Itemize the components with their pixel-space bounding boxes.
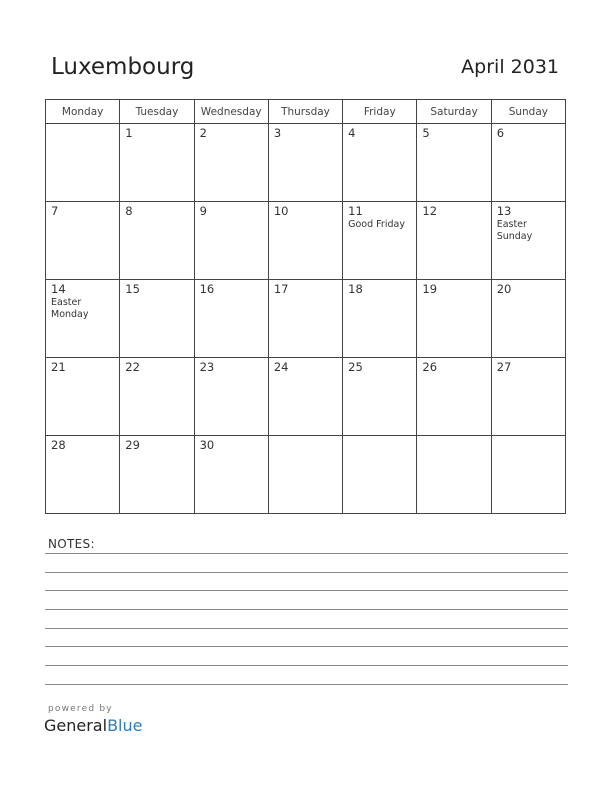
day-number: 23 <box>199 360 215 374</box>
day-number: 30 <box>199 438 215 452</box>
day-cell <box>343 358 417 436</box>
weekday-header: Sunday <box>491 100 565 124</box>
day-cell <box>491 124 565 202</box>
day-cell-content <box>492 358 565 431</box>
weekday-header: Friday <box>343 100 417 124</box>
day-cell <box>268 202 342 280</box>
day-cell <box>194 202 268 280</box>
day-number: 24 <box>273 360 289 374</box>
calendar-grid <box>45 99 566 514</box>
day-number: 17 <box>273 282 289 296</box>
day-cell <box>120 436 194 514</box>
day-number: 1 <box>125 126 133 140</box>
note-line <box>45 553 568 554</box>
day-cell-content <box>343 358 416 431</box>
day-cell <box>491 436 565 514</box>
day-number: 27 <box>496 360 512 374</box>
note-line <box>45 684 568 685</box>
day-cell <box>343 280 417 358</box>
weekday-header: Thursday <box>268 100 342 124</box>
weekday-header: Saturday <box>417 100 491 124</box>
day-cell-content <box>120 436 193 509</box>
day-cell-content <box>195 280 268 353</box>
day-cell <box>343 124 417 202</box>
day-cell-content <box>343 436 416 509</box>
day-cell <box>268 124 342 202</box>
note-line <box>45 572 568 573</box>
day-cell <box>46 358 120 436</box>
week-row <box>46 202 566 280</box>
day-cell-content <box>269 436 342 509</box>
day-number: 4 <box>348 126 356 140</box>
day-cell-content <box>492 124 565 197</box>
page-title: Luxembourg <box>51 54 195 80</box>
holiday-label: Easter Monday <box>51 297 89 320</box>
day-cell-content <box>195 202 268 275</box>
day-cell-content <box>120 358 193 431</box>
week-row <box>46 280 566 358</box>
day-cell <box>120 358 194 436</box>
day-number: 3 <box>273 126 282 140</box>
day-cell <box>268 436 342 514</box>
day-cell-content <box>195 124 268 197</box>
day-cell-content <box>417 358 490 431</box>
day-number: 2 <box>199 126 207 140</box>
note-line <box>45 590 568 591</box>
day-number: 15 <box>125 282 140 296</box>
holiday-label: Easter Sunday <box>496 219 533 242</box>
day-cell <box>491 202 565 280</box>
day-cell-content <box>492 202 565 275</box>
day-number: 11 <box>348 204 363 218</box>
day-cell-content <box>46 436 119 509</box>
day-cell-content <box>46 202 119 275</box>
day-cell-content <box>195 436 268 509</box>
day-number: 19 <box>422 282 438 296</box>
day-cell <box>194 358 268 436</box>
day-cell <box>120 280 194 358</box>
day-number: 7 <box>51 204 59 218</box>
day-cell-content <box>343 202 416 275</box>
day-cell <box>120 202 194 280</box>
day-cell <box>194 124 268 202</box>
note-line <box>45 628 568 629</box>
day-cell <box>417 202 491 280</box>
weekday-header-row <box>46 100 566 124</box>
weekday-header: Monday <box>46 100 120 124</box>
day-cell <box>46 124 120 202</box>
day-cell-content <box>417 124 490 197</box>
day-number: 5 <box>422 126 430 140</box>
day-cell-content <box>269 280 342 353</box>
day-cell <box>46 436 120 514</box>
day-cell <box>268 358 342 436</box>
day-cell-content <box>269 124 342 197</box>
day-cell <box>417 436 491 514</box>
day-number: 26 <box>422 360 438 374</box>
day-number: 20 <box>496 282 512 296</box>
brand-logo-blue: Blue <box>107 716 143 735</box>
note-line <box>45 609 568 610</box>
week-row <box>46 124 566 202</box>
day-cell <box>343 202 417 280</box>
holiday-label: Good Friday <box>348 219 405 230</box>
day-cell-content <box>46 124 119 197</box>
day-cell-content <box>120 124 193 197</box>
day-cell-content <box>343 280 416 353</box>
brand-logo-general: General <box>44 716 108 735</box>
week-row <box>46 436 566 514</box>
day-cell <box>417 358 491 436</box>
day-cell-content <box>343 124 416 197</box>
day-cell <box>268 280 342 358</box>
day-cell-content <box>195 358 268 431</box>
brand-logo <box>44 716 142 735</box>
week-row <box>46 358 566 436</box>
day-cell-content <box>417 436 490 509</box>
day-cell <box>343 436 417 514</box>
day-number: 21 <box>51 360 66 374</box>
day-cell-content <box>492 436 565 509</box>
day-number: 22 <box>125 360 140 374</box>
note-line <box>45 665 568 666</box>
day-cell <box>417 124 491 202</box>
day-cell-content <box>46 280 119 353</box>
day-cell-content <box>46 358 119 431</box>
day-number: 13 <box>496 204 512 218</box>
day-cell <box>120 124 194 202</box>
month-year-label: April 2031 <box>461 56 559 78</box>
day-number: 12 <box>422 204 438 218</box>
day-cell <box>491 280 565 358</box>
day-number: 25 <box>348 360 363 374</box>
day-cell-content <box>269 202 342 275</box>
day-cell-content <box>269 358 342 431</box>
day-number: 18 <box>348 282 363 296</box>
day-number: 8 <box>125 204 133 218</box>
day-cell <box>417 280 491 358</box>
day-cell-content <box>120 202 193 275</box>
day-number: 14 <box>51 282 66 296</box>
day-number: 6 <box>496 126 505 140</box>
day-number: 10 <box>273 204 289 218</box>
day-number: 28 <box>51 438 66 452</box>
notes-label: NOTES: <box>48 537 95 551</box>
day-cell-content <box>492 280 565 353</box>
note-line <box>45 646 568 647</box>
weekday-header: Wednesday <box>194 100 268 124</box>
day-number: 16 <box>199 282 215 296</box>
day-cell <box>491 358 565 436</box>
day-cell <box>194 280 268 358</box>
weekday-header: Tuesday <box>120 100 194 124</box>
day-cell <box>46 280 120 358</box>
day-cell <box>46 202 120 280</box>
day-cell <box>194 436 268 514</box>
powered-by-text: powered by <box>48 704 113 714</box>
day-cell-content <box>417 280 490 353</box>
day-number: 29 <box>125 438 140 452</box>
day-cell-content <box>417 202 490 275</box>
day-number: 9 <box>199 204 207 218</box>
day-cell-content <box>120 280 193 353</box>
